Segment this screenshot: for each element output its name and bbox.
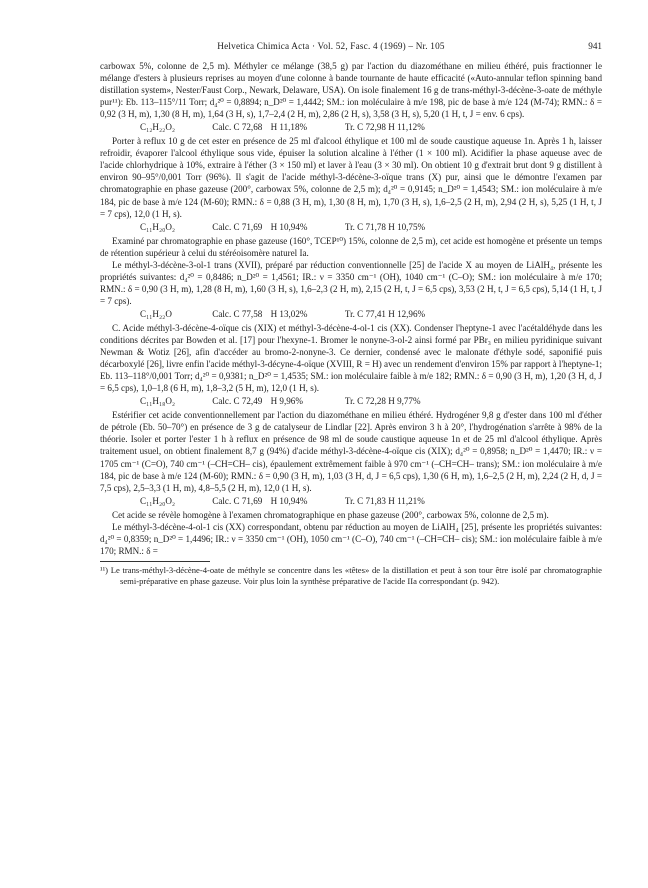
paragraph: Estérifier cet acide conventionnellement par l'action du diazométhane en milieu éthéré. Hydrogéner 9,8 g d'ester dans 100 ml d'éther de pétrole (Eb. 50–70°) en présence de 3 g de catalyseur de Lindlar [22]. Après environ 3 h à 20°, l'hydrogénation s'arrête à 98% de la théorie. Isoler et porter l'ester 1 h à reflux en présence de 98 ml de soude caustique aqueuse 1n et de 25 ml d'alcool éthylique. Après traitement usuel, on obtient finalement 8,7 g (94%) d'acide méthyl-3-décène-4-oïque cis (XIX); d₄²⁰ = 0,8958; n_D²⁰ = 1,4470; IR.: ν = 1705 cm⁻¹ (C=O), 740 cm⁻¹ (–CH=CH– cis), épaulement extrêmement faible à 970 cm⁻¹ (–CH=CH– trans); SM.: ion moléculaire à m/e 184, pic de base à m/e 124 (M-60); RMN.: δ = 0,90 (3 H, m), 1,03 (3 H, d, J = 6,5 cps), 1,30 (6 H, m), 1,6–2,5 (2 H, m), 2,24 (2 H, d, J = 7,5 cps), 2,5–3,3 (1 H, m), 4,8–5,5 (2 H, m), 12,0 (1 H, s). <box>100 410 602 493</box>
calc-hydrogen: H 10,94% <box>270 495 308 506</box>
calc-carbon: Calc. C 72,49 <box>212 396 263 407</box>
formula: C₁₂H₂₂O₂ <box>140 122 176 133</box>
elemental-analysis <box>100 221 602 233</box>
calc-carbon: Calc. C 71,69 <box>212 221 263 232</box>
footnote-divider <box>100 561 210 562</box>
found-values: Tr. C 72,98 H 11,12% <box>344 122 425 133</box>
page-number: 941 <box>588 41 602 51</box>
formula: C₁₁H₂₀O₂ <box>140 221 176 232</box>
found-values: Tr. C 72,28 H 9,77% <box>344 396 421 407</box>
formula: C₁₁H₁₈O₂ <box>140 396 176 407</box>
found-values: Tr. C 71,78 H 10,75% <box>344 221 426 232</box>
formula: C₁₁H₂₂O <box>140 308 172 319</box>
elemental-analysis <box>100 308 602 320</box>
section-paragraph: C. Acide méthyl-3-décène-4-oïque cis (XIX) et méthyl-3-décène-4-ol-1 cis (XX). Condenser l'heptyne-1 avec l'acétaldéhyde dans les conditions décrites par Bowden et al. [17] pour l'hexyne-1. Bromer le nonyne-3-ol-2 ainsi formé par PBr₃ en milieu pyridinique suivant Newman & Wotiz [26], afin d'accéder au bromo-2-nonyne-3. Ce dernier, condensé avec le malonate d'éthyle sodé, saponifié puis décarboxylé [26], livre enfin l'acide méthyl-3-décyne-4-oïque (XVIII, R = H) avec un rendement d'environ 15% par rapport à l'heptyne-1; Eb. 113–118°/0,001 Torr; d₄²⁰ = 0,9381; n_D²⁰ = 1,4535; SM.: ion moléculaire faible à m/e 182; RMN.: δ = 0,90 (3 H, m), 1,20 (3 H, d, J = 6,5 cps), 1,0–1,8 (6 H, m), 1,8–3,2 (5 H, m), 12,0 (1 H, s). <box>100 322 602 394</box>
paragraph: Le méthyl-3-décène-3-ol-1 trans (XVII), préparé par réduction conventionnelle [25] de l'acide X au moyen de LiAlH₄, présente les propriétés suivantes: d₄²⁰ = 0,8486; n_D²⁰ = 1,4561; IR.: ν = 3350 cm⁻¹ (OH), 1040 cm⁻¹ (C–O); SM.: ion moléculaire à m/e 170; RMN.: δ = 0,90 (3 H, m), 1,28 (8 H, m), 1,60 (3 H, s), 1,6–2,3 (2 H, m), 2,15 (2 H, t, J = 6,5 cps), 3,53 (2 H, t, J = 6,5 cps), 5,14 (1 H, t, J = 7 cps). <box>100 259 602 306</box>
elemental-analysis <box>100 121 602 133</box>
running-head <box>100 40 602 52</box>
paragraph: Le méthyl-3-décène-4-ol-1 cis (XX) correspondant, obtenu par réduction au moyen de LiAlH₄ [25], présente les propriétés suivantes: d₄²⁰ = 0,8359; n_D²⁰ = 1,4496; IR.: ν = 3350 cm⁻¹ (OH), 1050 cm⁻¹ (C–O), 740 cm⁻¹ (–CH=CH– cis); SM.: ion moléculaire faible à m/e 170; RMN.: δ = <box>100 521 602 556</box>
calc-carbon: Calc. C 71,69 <box>212 495 263 506</box>
calc-carbon: Calc. C 72,68 <box>212 122 263 133</box>
paragraph: Porter à reflux 10 g de cet ester en présence de 25 ml d'alcool éthylique et 100 ml de soude caustique aqueuse 1n. Après 1 h, laisser refroidir, évaporer l'alcool éthylique sous vide, épuiser la solution alcaline à l'éther (1 × 100 ml). Acidifier la phase aqueuse avec de l'acide chlorhydrique à 10%, extraire à l'éther (3 × 150 ml) et laver à l'eau (3 × 30 ml). On obtient 10 g d'extrait brut dont 9 g distillent à environ 90–95°/0,001 Torr (96%). Il s'agit de l'acide méthyl-3-décène-3-oïque trans (X) pur, ainsi que le démontre l'examen par chromatographie en phase gazeuse (200°, carbowax 5%, colonne de 2,5 m); d₄²⁰ = 0,9145; n_D²⁰ = 1,4543; SM.: ion moléculaire à m/e 184, pic de base à m/e 124 (M-60); RMN.: δ = 0,88 (3 H, m), 1,30 (8 H, m), 1,70 (3 H, s), 1,6–2,5 (2 H, m), 2,94 (2 H, s), 5,25 (1 H, t, J = 7 cps), 12,0 (1 H, s). <box>100 136 602 219</box>
footnote: ¹¹) Le trans-méthyl-3-décène-4-oate de méthyle se concentre dans les «têtes» de la distillation et peut à son tour être isolé par chromatographie semi-préparative en phase gazeuse. Voir plus loin la synthèse préparative de l'acide IIa correspondant (p. 942). <box>100 564 602 586</box>
calc-carbon: Calc. C 77,58 <box>212 308 263 319</box>
elemental-analysis <box>100 395 602 407</box>
calc-hydrogen: H 11,18% <box>270 122 308 133</box>
paragraph: Examiné par chromatographie en phase gazeuse (160°, TCEP¹⁰) 15%, colonne de 2,5 m), cet acide est homogène et présente un temps de rétention supérieur à celui du stéréoisomère naturel Ia. <box>100 235 602 258</box>
calc-hydrogen: H 9,96% <box>270 396 303 407</box>
elemental-analysis <box>100 495 602 507</box>
running-title: Helvetica Chimica Acta · Vol. 52, Fasc. 4 (1969) – Nr. 105 <box>217 41 445 51</box>
formula: C₁₁H₂₀O₂ <box>140 495 176 506</box>
found-values: Tr. C 77,41 H 12,96% <box>344 308 426 319</box>
paragraph: carbowax 5%, colonne de 2,5 m). Méthyler ce mélange (38,5 g) par l'action du diazométhane en milieu éthéré, puis fractionner le mélange d'esters à plusieurs reprises au moyen d'une colonne à bande tournante de haute efficacité («Auto-annular teflon spinning band distillation system», Nester/Faust Corp., Newark, Delaware, USA). On isole finalement 16 g de trans-méthyl-3-décène-3-oate de méthyle pur¹¹): Eb. 113–115°/11 Torr; d₄²⁰ = 0,8894; n_D²⁰ = 1,4442; SM.: ion moléculaire à m/e 198, pic de base à m/e 124 (M-74); RMN.: δ = 0,92 (3 H, m), 1,30 (8 H, m), 1,64 (3 H, s), 1,7–2,4 (2 H, m), 2,86 (2 H, s), 3,58 (3 H, s), 5,20 (1 H, t, J = env. 6 cps). <box>100 61 602 120</box>
paragraph: Cet acide se révèle homogène à l'examen chromatographique en phase gazeuse (200°, carbowax 5%, colonne de 2,5 m). <box>112 509 549 520</box>
calc-hydrogen: H 13,02% <box>270 308 308 319</box>
found-values: Tr. C 71,83 H 11,21% <box>344 495 425 506</box>
calc-hydrogen: H 10,94% <box>270 221 308 232</box>
